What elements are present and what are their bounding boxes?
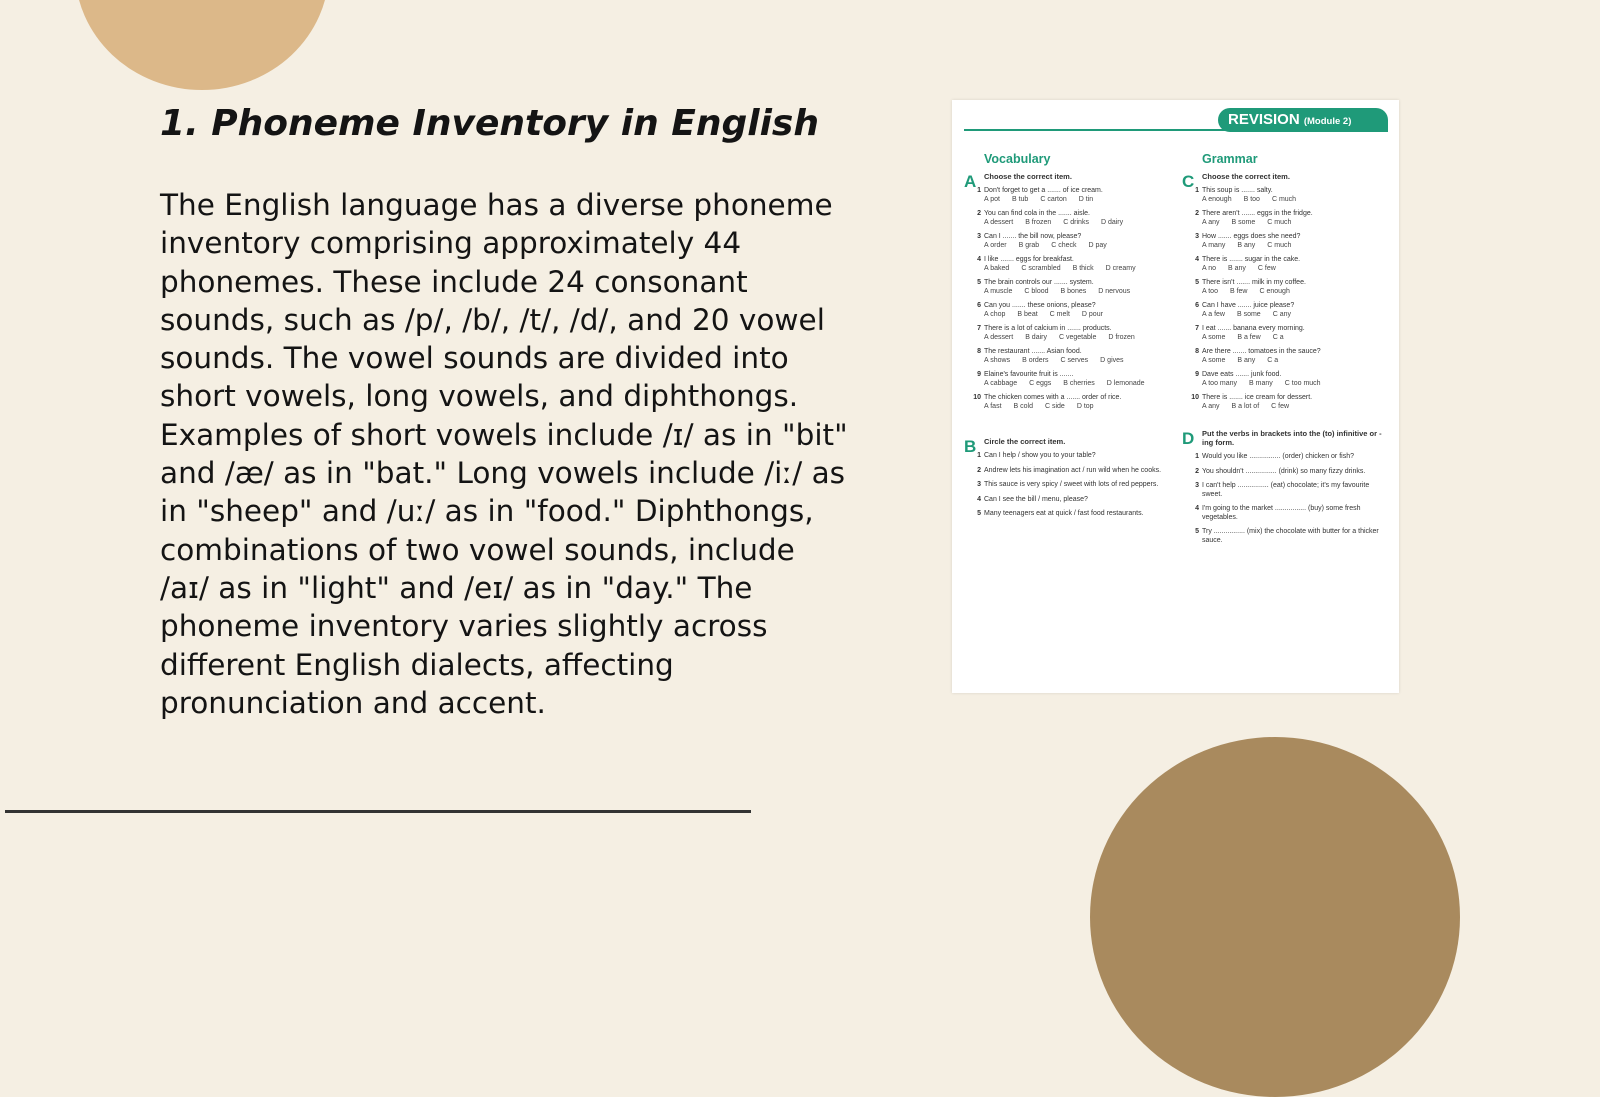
question-item — [977, 452, 1164, 461]
question-number: 4 — [977, 256, 981, 263]
answer-option: C much — [1267, 218, 1292, 226]
question-number: 3 — [1195, 482, 1199, 489]
answer-option: A some — [1202, 333, 1226, 341]
grammar-heading: Grammar — [1202, 152, 1258, 166]
question-item — [977, 187, 1164, 204]
question-number: 5 — [1195, 528, 1199, 535]
answer-option: D nervous — [1098, 287, 1131, 295]
answer-options — [1202, 196, 1382, 205]
question-item — [1195, 302, 1382, 319]
answer-option: A a few — [1202, 310, 1225, 318]
answer-option: B some — [1236, 310, 1261, 318]
question-item — [977, 466, 1164, 476]
question-text: Many teenagers eat at quick / fast food restaurants. — [984, 510, 1144, 517]
answer-option: D gives — [1100, 356, 1124, 364]
question-text: The brain controls our ....... system. — [984, 279, 1094, 286]
answer-option: D dairy — [1100, 218, 1124, 226]
answer-options — [984, 265, 1164, 274]
answer-options — [1202, 380, 1382, 389]
question-text: The restaurant ....... Asian food. — [984, 348, 1082, 355]
question-number: 2 — [977, 210, 981, 217]
question-text: I'm going to the market ................ (buy) some fresh vegetables. — [1202, 505, 1361, 521]
answer-options — [1202, 357, 1382, 366]
question-number: 10 — [973, 394, 981, 401]
question-text: I like ....... eggs for breakfast. — [984, 256, 1074, 263]
vocabulary-column — [964, 152, 1164, 527]
answer-option: D frozen — [1108, 333, 1135, 341]
answer-option: A pot — [984, 195, 1000, 203]
question-item — [1195, 505, 1382, 522]
answer-option: A fast — [984, 402, 1002, 410]
answer-option: B any — [1237, 356, 1256, 364]
answer-option: A too — [1202, 287, 1218, 295]
answer-option: A no — [1202, 264, 1217, 272]
question-number: 4 — [1195, 256, 1199, 263]
answer-option: B dairy — [1025, 333, 1047, 341]
answer-option: B cherries — [1063, 379, 1095, 387]
answer-option: B some — [1231, 218, 1256, 226]
question-text: This soup is ....... salty. — [1202, 187, 1273, 194]
answer-option: B any — [1228, 264, 1246, 272]
answer-option: B tub — [1011, 195, 1029, 203]
section-letter: C — [1182, 172, 1195, 191]
section-c — [1182, 172, 1382, 411]
answer-option: C few — [1271, 402, 1290, 410]
question-item — [1195, 467, 1382, 477]
answer-options — [1202, 403, 1382, 412]
answer-options — [984, 311, 1164, 320]
answer-option: A enough — [1202, 195, 1232, 203]
answer-option: A chop — [984, 310, 1006, 318]
question-text: You can find cola in the ....... aisle. — [984, 210, 1090, 217]
answer-option: A dessert — [984, 218, 1014, 226]
question-number: 5 — [1195, 279, 1199, 286]
decorative-circle-bottom — [1090, 737, 1460, 1097]
answer-option: A too many — [1202, 379, 1238, 387]
vocabulary-heading: Vocabulary — [984, 152, 1051, 166]
section-instruction: Put the verbs in brackets into the (to) infinitive or -ing form. — [1202, 429, 1382, 447]
question-number: 2 — [1195, 210, 1199, 217]
section-letter: A — [964, 172, 977, 191]
question-item — [977, 371, 1164, 388]
question-text: I eat ....... banana every morning. — [1202, 325, 1305, 332]
answer-option: C too much — [1284, 379, 1321, 387]
answer-option: D pour — [1081, 310, 1103, 318]
question-item — [977, 325, 1164, 342]
answer-options — [1202, 242, 1382, 251]
question-item — [977, 510, 1164, 519]
question-text: You shouldn't ................ (drink) so many fizzy drinks. — [1202, 467, 1366, 475]
question-number: 7 — [1195, 325, 1199, 332]
answer-option: C enough — [1259, 287, 1290, 295]
question-text: Can I see the bill / menu, please? — [984, 495, 1088, 503]
question-item — [1195, 256, 1382, 273]
worksheet-image — [952, 100, 1399, 693]
question-number: 8 — [1195, 348, 1199, 355]
question-item — [977, 495, 1164, 505]
question-number: 6 — [977, 302, 981, 309]
answer-option: A dessert — [984, 333, 1014, 341]
question-item — [1195, 187, 1382, 204]
question-number: 1 — [1195, 453, 1199, 460]
slide-body-text: The English language has a diverse phoneme inventory comprising approximately 44 phonemes. These include 24 consonant sounds, such as /p/, /b/, /t/, /d/, and 20 vowel sounds. The vowel sounds are divided into short vowels, long vowels, and diphthongs. Examples of short vowels include /ɪ/ as in "bit" and /æ/ as in "bat." Long vowels include /iː/ as in "sheep" and /uː/ as in "food." Diphthongs, combinations of two vowel sounds, include /aɪ/ as in "light" and /eɪ/ as in "day." The phoneme inventory varies slightly across different English dialects, affecting pronunciation and accent. — [160, 188, 848, 720]
question-number: 10 — [1191, 394, 1199, 401]
answer-option: B many — [1249, 379, 1273, 387]
answer-option: B any — [1237, 241, 1256, 249]
answer-options — [984, 380, 1164, 389]
question-item — [1195, 371, 1382, 388]
question-number: 6 — [1195, 302, 1199, 309]
answer-option: A many — [1202, 241, 1226, 249]
answer-option: A baked — [984, 264, 1010, 272]
answer-option: B few — [1229, 287, 1248, 295]
question-item — [1195, 482, 1382, 499]
answer-options — [1202, 288, 1382, 297]
section-instruction: Choose the correct item. — [1202, 172, 1290, 181]
revision-banner — [1218, 108, 1388, 132]
question-text: There is ....... ice cream for dessert. — [1202, 394, 1313, 401]
answer-option: B cold — [1013, 402, 1033, 410]
section-b — [964, 437, 1164, 519]
question-text: Try ................ (mix) the chocolate with butter for a thicker sauce. — [1202, 528, 1379, 544]
answer-option: C melt — [1049, 310, 1070, 318]
answer-option: C check — [1051, 241, 1077, 249]
question-item — [1195, 453, 1382, 462]
question-text: How ....... eggs does she need? — [1202, 233, 1301, 240]
answer-option: C a — [1267, 356, 1279, 364]
question-item — [977, 233, 1164, 250]
answer-option: B orders — [1022, 356, 1049, 364]
question-text: Can I have ....... juice please? — [1202, 302, 1295, 309]
question-item — [1195, 279, 1382, 296]
question-item — [1195, 210, 1382, 227]
question-number: 2 — [1195, 467, 1199, 475]
answer-option: B frozen — [1025, 218, 1052, 226]
question-text: I can't help ................ (eat) chocolate; it's my favourite sweet. — [1202, 482, 1370, 498]
question-number: 1 — [977, 187, 981, 194]
slide-title: 1. Phoneme Inventory in English — [160, 103, 819, 144]
question-number: 4 — [1195, 505, 1199, 512]
answer-option: D lemonade — [1106, 379, 1145, 387]
question-text: The chicken comes with a ....... order of rice. — [984, 394, 1122, 401]
answer-options — [984, 242, 1164, 251]
answer-option: A any — [1202, 218, 1220, 226]
answer-option: A cabbage — [984, 379, 1018, 387]
answer-option: D top — [1076, 402, 1094, 410]
answer-option: C drinks — [1063, 218, 1089, 226]
answer-option: B a lot of — [1231, 402, 1260, 410]
decorative-circle-top — [75, 0, 329, 90]
question-text: Andrew lets his imagination act / run wild when he cooks. — [984, 466, 1162, 474]
question-item — [973, 394, 1164, 411]
question-text: There is ....... sugar in the cake. — [1202, 256, 1301, 263]
answer-option: B too — [1243, 195, 1260, 203]
answer-option: D tin — [1078, 195, 1094, 203]
question-number: 1 — [1195, 187, 1199, 194]
question-number: 1 — [977, 452, 981, 459]
answer-option: C any — [1272, 310, 1291, 318]
question-item — [977, 279, 1164, 296]
answer-option: C much — [1267, 241, 1292, 249]
question-text: Elaine's favourite fruit is ....... — [984, 371, 1074, 378]
answer-option: B bones — [1060, 287, 1087, 295]
answer-options — [984, 334, 1164, 343]
answer-options — [984, 288, 1164, 297]
question-item — [1195, 348, 1382, 365]
question-text: There is a lot of calcium in ....... products. — [984, 325, 1112, 332]
answer-options — [1202, 311, 1382, 320]
question-number: 3 — [977, 233, 981, 240]
answer-option: B grab — [1018, 241, 1040, 249]
grammar-column — [1182, 152, 1382, 553]
answer-option: B a few — [1237, 333, 1261, 341]
answer-option: C carton — [1040, 195, 1067, 203]
answer-option: C vegetable — [1058, 333, 1097, 341]
question-item — [977, 302, 1164, 319]
question-item — [1195, 233, 1382, 250]
question-item — [1195, 325, 1382, 342]
question-number: 5 — [977, 279, 981, 286]
answer-options — [1202, 265, 1382, 274]
question-text: Would you like ................ (order) chicken or fish? — [1202, 453, 1354, 460]
question-number: 2 — [977, 466, 981, 474]
answer-option: D pay — [1088, 241, 1107, 249]
question-number: 3 — [977, 481, 981, 488]
question-item — [977, 210, 1164, 227]
section-letter: D — [1182, 429, 1195, 448]
section-d — [1182, 429, 1382, 545]
question-number: 8 — [977, 348, 981, 355]
answer-options — [984, 357, 1164, 366]
answer-option: B thick — [1072, 264, 1094, 272]
answer-option: C a — [1272, 333, 1284, 341]
question-number: 4 — [977, 495, 981, 503]
question-item — [1195, 528, 1382, 545]
question-item — [977, 481, 1164, 490]
question-number: 7 — [977, 325, 981, 332]
answer-option: A order — [984, 241, 1007, 249]
section-a — [964, 172, 1164, 411]
answer-option: C scrambled — [1021, 264, 1061, 272]
answer-option: B beat — [1017, 310, 1038, 318]
question-text: Are there ....... tomatoes in the sauce? — [1202, 348, 1321, 355]
question-text: There isn't ....... milk in my coffee. — [1202, 279, 1306, 286]
question-text: Can I help / show you to your table? — [984, 452, 1096, 459]
answer-options — [984, 196, 1164, 205]
answer-options — [1202, 334, 1382, 343]
question-number: 5 — [977, 510, 981, 517]
answer-option: C eggs — [1029, 379, 1052, 387]
answer-option: D creamy — [1105, 264, 1136, 272]
divider-line — [5, 810, 751, 813]
answer-option: C blood — [1024, 287, 1049, 295]
question-text: Dave eats ....... junk food. — [1202, 371, 1282, 378]
answer-option: C much — [1271, 195, 1297, 203]
answer-option: A muscle — [984, 287, 1013, 295]
revision-banner-module: (Module 2) — [1303, 116, 1352, 127]
question-text: Can you ....... these onions, please? — [984, 302, 1096, 309]
section-instruction: Circle the correct item. — [984, 437, 1066, 446]
answer-option: A some — [1202, 356, 1226, 364]
answer-options — [984, 403, 1164, 412]
question-text: Don't forget to get a ....... of ice cream. — [984, 187, 1103, 194]
revision-banner-label: REVISION — [1228, 111, 1300, 128]
answer-options — [1202, 219, 1382, 228]
section-instruction: Choose the correct item. — [984, 172, 1072, 181]
question-text: Can I ....... the bill now, please? — [984, 233, 1082, 240]
question-number: 9 — [1195, 371, 1199, 378]
answer-option: C serves — [1060, 356, 1089, 364]
question-number: 9 — [977, 371, 981, 378]
question-number: 3 — [1195, 233, 1199, 240]
answer-option: C side — [1044, 402, 1065, 410]
question-item — [977, 256, 1164, 273]
question-text: There aren't ....... eggs in the fridge. — [1202, 210, 1313, 217]
question-text: This sauce is very spicy / sweet with lots of red peppers. — [984, 481, 1159, 488]
answer-options — [984, 219, 1164, 228]
question-item — [977, 348, 1164, 365]
question-item — [1191, 394, 1382, 411]
answer-option: C few — [1257, 264, 1276, 272]
section-letter: B — [964, 437, 977, 456]
answer-option: A shows — [984, 356, 1011, 364]
answer-option: A any — [1202, 402, 1220, 410]
